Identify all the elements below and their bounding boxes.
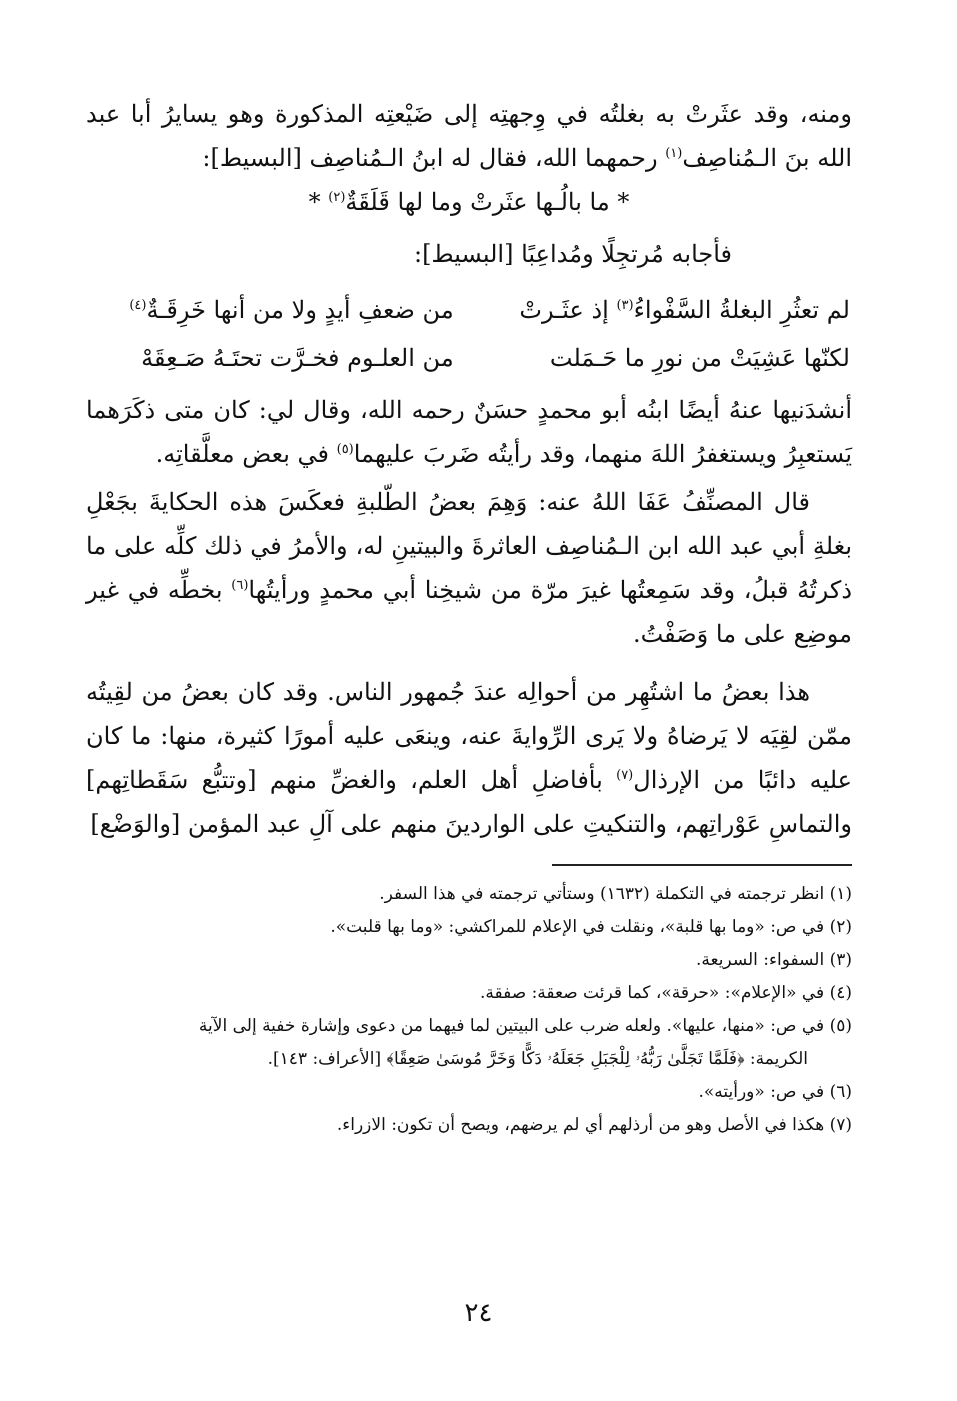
paragraph-3 [86, 480, 852, 656]
paragraph-4-text-b: بأفاضلِ أهل العلم، والغضِّ منهم [وتتبُّع سَقَطاتِهم] والتماسِ عَوْراتِهم، والتنكيتِ على الواردينَ منهم على آلِ عبد المؤمن [والوَضْع] [86, 766, 852, 838]
footnote-5: (٥) في ص: «منها، عليها». ولعله ضرب على البيتين لما فيهما من دعوى وإشارة خفية إلى الآية [198, 1016, 852, 1036]
footnote-ref-1[interactable]: (١) [665, 146, 683, 161]
paragraph-2-text-a: أنشدَنيها عنهُ أيضًا ابنُه أبو محمدٍ حسَنٌ رحمه الله، وقال لي: كان متى ذكَرَهما يَستعبِرُ ويستغفرُ اللهَ منهما، وقد رأيتُه ضَربَ عليهما [86, 396, 852, 468]
footnote-6: (٦) في ص: «ورأيته». [698, 1082, 852, 1102]
single-verse-end: * [308, 188, 329, 216]
footnote-5-continuation: الكريمة: ﴿فَلَمَّا تَجَلَّىٰ رَبُّهُۥ لِلْجَبَلِ جَعَلَهُۥ دَكًّا وَخَرَّ مُوسَىٰ صَعِقًا﴾ [الأعراف: ١٤٣]. [267, 1049, 808, 1069]
footnote-ref-3[interactable]: (٣) [616, 298, 634, 313]
paragraph-1-text-a: ومنه، وقد عثَرتْ به بغلتُه في وِجهتِه إلى ضَيْعتِه المذكورة وهو يسايرُ أبا عبد الله بنَ الـمُناصِف [86, 100, 852, 172]
footnote-ref-7[interactable]: (٧) [616, 768, 634, 783]
verse-intro: فأجابه مُرتجِلًا ومُداعِبًا [البسيط]: [413, 240, 732, 268]
single-verse-text: * ما بالُـها عثَرتْ وما لها قَلَقَةٌ [345, 188, 630, 216]
footnote-ref-2[interactable]: (٢) [328, 190, 346, 205]
footnotes-list [86, 878, 852, 1142]
single-verse [86, 180, 852, 224]
page-number: ٢٤ [464, 1298, 493, 1328]
poem-row-1-second-hemistich [86, 286, 454, 334]
footnote-ref-6[interactable]: (٦) [231, 578, 249, 593]
paragraph-3-text-b: بخطِّه في غير موضِع على ما وَصَفْتُ. [86, 576, 852, 648]
page-content [86, 92, 852, 1142]
footnote-7: (٧) هكذا في الأصل وهو من أرذلهم أي لم يرضهم، ويصح أن تكون: الازراء. [336, 1115, 852, 1135]
poem-row-2-first-hemistich: لكنّها عَشِيَتْ من نورِ ما حَـمَلت [549, 344, 850, 372]
footnote-2: (٢) في ص: «وما بها قلبة»، ونقلت في الإعلام للمراكشي: «وما بها قلبت». [330, 917, 852, 937]
footnote-4: (٤) في «الإعلام»: «حرقة»، كما قرئت صعقة: صفقة. [480, 983, 852, 1003]
footnote-ref-4[interactable]: (٤) [129, 298, 147, 313]
paragraph-2-text-b: في بعض معلَّقاتِه. [155, 440, 337, 468]
poem-row-2 [86, 334, 852, 382]
footnote-1: (١) انظر ترجمته في التكملة (١٦٣٢) وستأتي ترجمته في هذا السفر. [379, 884, 852, 904]
poem-row-1-second-a: من ضعفِ أيدٍ ولا من أنها خَرِقَـةٌ [146, 296, 454, 324]
poem-row-1-first-hemistich [482, 286, 852, 334]
poem [86, 286, 852, 382]
paragraph-1-text-b: رحمهما الله، فقال له ابنُ الـمُناصِف [البسيط]: [202, 144, 666, 172]
paragraph-4 [86, 670, 852, 846]
poem-row-1 [86, 286, 852, 334]
poem-row-1-first-a: لم تعثُرِ البغلةُ السَّفْواءُ [633, 296, 850, 324]
paragraph-gap [86, 656, 852, 670]
paragraph-3-text-a: قال المصنِّفُ عَفَا اللهُ عنه: وَهِمَ بعضُ الطّلبةِ فعكَسَ هذه الحكايةَ بجَعْلِ بغلةِ أبي عبد الله ابن الـمُناصِف العاثرةَ والبيتينِ له، والأمرُ في ذلك كلِّه على ما ذكرتُهُ قبلُ، وقد سَمِعتُها غيرَ مرّة من شيخِنا أبي محمدٍ ورأيتُها [86, 488, 853, 604]
footnote-ref-5[interactable]: (٥) [336, 442, 354, 457]
footnote-3: (٣) السفواء: السريعة. [695, 950, 852, 970]
paragraph-4-text-a: هذا بعضُ ما اشتُهِر من أحوالِه عندَ جُمهور الناس. وقد كان بعضُ من لقِيتُه ممّن لقِيَه لا يَرضاهُ ولا يَرى الرِّوايةَ عنه، وينعَى عليه أمورًا كثيرة، منها: ما كان عليه دائبًا من الإرذال [86, 678, 852, 794]
poem-row-2-second-hemistich: من العلـوم فخـرَّت تحتَـهُ صَـعِقَهْ [141, 344, 454, 372]
footnote-separator [552, 864, 852, 866]
poem-row-1-first-b: إذ عثَـرتْ [519, 296, 617, 324]
paragraph-2 [86, 388, 852, 476]
paragraph-1 [86, 92, 852, 180]
